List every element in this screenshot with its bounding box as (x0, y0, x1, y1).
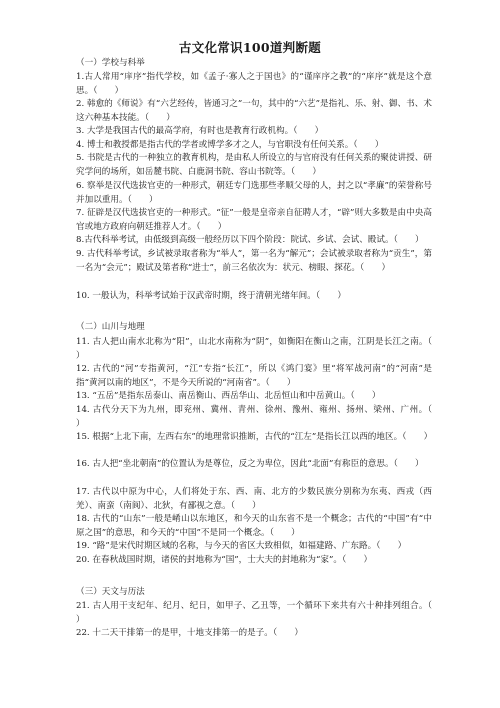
question-item: 6. 察举是汉代选拔官吏的一种形式，朝廷专门选那些孝顺父母的人，封之以“孝廉”的荣誉称号并加以重用。（ ） (76, 181, 432, 205)
section-heading-school: （一）学校与科举 (76, 58, 145, 68)
question-item: 14. 古代分天下为九州，即兖州、冀州、青州、徐州、豫州、雍州、扬州、梁州、广州。（ ） (76, 405, 450, 429)
question-item: 13. “五岳”是指东岳泰山、南岳衡山、西岳华山、北岳恒山和中岳黄山。（ ） (76, 391, 381, 401)
question-item: 1.古人常用“庠序”指代学校，如《孟子·寡人之于国也》的“谨庠序之教”的“庠序”就是这个意思。（ ） (76, 72, 432, 96)
question-item: 22. 十二天干排第一的是甲，十地支排第一的是子。（ ） (76, 628, 303, 638)
question-item: 9. 古代科举考试，乡试被录取者称为“举人”，第一名为“解元”；会试被录取者称为“贡生”，第一名为“会元”；殿试及第者称“进士”，前三名依次为：状元、榜眼、探花。（ ） (76, 249, 432, 273)
question-item: 19. “路”是宋代时期区域的名称，与今天的省区大致相似，如福建路、广东路。（ ） (76, 541, 407, 551)
question-item: 16. 古人把“坐北朝南”的位置认为是尊位，反之为卑位，因此“北面”有称臣的意思。（ ） (76, 459, 424, 469)
question-item: 4. 博士和教授都是指古代的学者或博学多才之人，与官职没有任何关系。（ ） (76, 140, 384, 150)
question-item: 11. 古人把山南水北称为“阳”，山北水南称为“阴”，如衡阳在衡山之南，江阴是长江之南。（ ） (76, 337, 450, 361)
question-item: 5. 书院是古代的一种独立的教育机构，是由私人所设立的与官府没有任何关系的聚徒讲授、研究学问的场所，如岳麓书院、白鹿洞书院、容山书院等。（ ） (76, 153, 432, 177)
page-title: 古文化常识100道判断题 (178, 40, 322, 55)
question-item: 21. 古人用干支纪年、纪月、纪日，如甲子、乙丑等，一个循环下来共有六十种排列组合。（ ） (76, 601, 450, 625)
section-heading-geography: （二）山川与地理 (76, 322, 145, 332)
question-item: 3. 大学是我国古代的最高学府，有时也是教育行政机构。（ ） (76, 126, 324, 136)
section-heading-astronomy: （三）天文与历法 (76, 587, 145, 597)
question-item: 12. 古代的“河”专指黄河，“江”专指“长江”，所以《鸿门宴》里“将军战河南”的“河南”是指“黄河以南的地区”，不是今天所说的“河南省”。（ ） (76, 364, 432, 388)
question-item: 17. 古代以中原为中心，人们将处于东、西、南、北方的少数民族分别称为东夷、西戎（西羌）、南蛮（南阆）、北狄，有鄙视之意。（ ） (76, 487, 432, 511)
question-item: 7. 征辟是汉代选拔官吏的一种形式。“征”一般是皇帝亲自征聘人才，“辟”则大多数是由中央高官或地方政府向朝廷推荐人才。（ ） (76, 208, 432, 232)
question-item: 8.古代科举考试，由低级到高级一般经历以下四个阶段：院试、乡试、会试、殿试。（ ） (76, 235, 424, 245)
question-item: 10. 一般认为，科举考试始于汉武帝时期，终于清朝光绪年间。（ ） (76, 291, 346, 301)
question-item: 20. 在春秋战国时期，诸侯的封地称为“国”，士大夫的封地称为“家”。（ ） (76, 555, 373, 565)
question-item: 15. 根据“上北下南，左西右东”的地理常识推断，古代的“江左”是指长江以西的地区。（ ） (76, 432, 433, 442)
question-item: 18. 古代的“山东”一般是崤山以东地区，和今天的山东省不是一个概念；古代的“中国”有“中原之国”的意思，和今天的“中国”不是同一个概念。（ ） (76, 514, 432, 538)
question-item: 2. 韩愈的《师说》有“六艺经传，皆通习之”一句，其中的“六艺”是指礼、乐、射、御、书、术这六种基本技能。（ ） (76, 99, 432, 123)
